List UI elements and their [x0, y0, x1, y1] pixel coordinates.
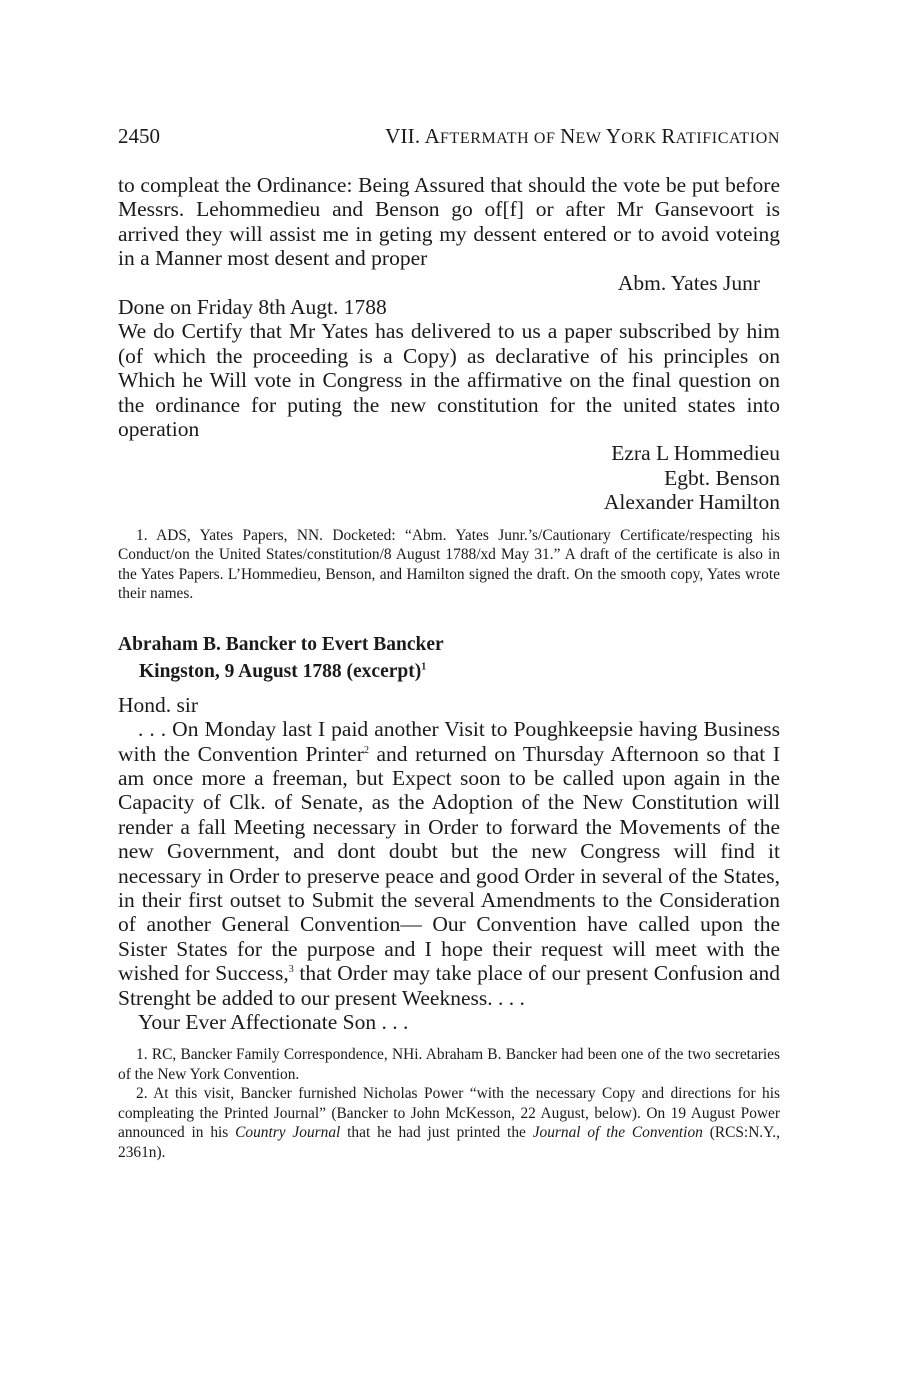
yates-signature: Abm. Yates Junr: [617, 270, 760, 295]
main-text: [118, 173, 780, 1162]
footnote-1: 1. RC, Bancker Family Correspondence, NHi. Abraham B. Bancker had been one of the two secretaries of the New York Convention.: [118, 1046, 780, 1083]
salutation: Hond. sir: [118, 692, 199, 717]
running-title: VII. AFTERMATH OF NEW YORK RATIFICATION: [385, 124, 780, 148]
letter-continuation: to compleat the Ordinance: Being Assured that should the vote be put before Messrs. Lehommedieu and Benson go of[f] or after Mr Gansevoort is arrived they will assist me in geting my dessent entered or to avoid voteing in a Manner most desent and proper: [118, 173, 780, 271]
date-line: Done on Friday 8th Augt. 1788: [118, 295, 387, 320]
footnote-2: 2. At this visit, Bancker furnished Nicholas Power “with the necessary Copy and directions for his compleating the Printed Journal” (Bancker to John McKesson, 22 August, below). On 19 August Power announced in his Country Journal that he had just printed the Journal of the Convention (RCS:N.Y., 2361n).: [118, 1085, 780, 1161]
footnote-ref: 2: [363, 744, 369, 756]
letter-body: . . . On Monday last I paid another Visit to Poughkeepsie having Business with the Convention Printer$^2$ and returned on Thursday Afternoon so that I am once more a freeman, but Expect soon to be called upon again in the Capacity of Clk. of Senate, as the Adoption of the New Constitution will render a fall Meeting necessary in Order to forward the Movements of the new Government, and dont doubt but the new Congress will find it necessary in Order to preserve peace and good Order in several of the States, in their first outset to Submit the several Amendments to the Consideration of another General Convention— Our Convention have called upon the Sister States for the purpose and I hope their request will meet with the wished for Success,$^3$ that Order may take place of our present Confusion and Strenght be added to our present Weekness. . . .: [118, 717, 780, 1010]
footnote-1: 1. ADS, Yates Papers, NN. Docketed: “Abm. Yates Junr.’s/Cautionary Certificate/respecting his Conduct/on the United States/constitution/8 August 1788/xd May 31.” A draft of the certificate is also in the Yates Papers. L’Hommedieu, Benson, and Hamilton signed the draft. On the smooth copy, Yates wrote their names.: [118, 526, 780, 603]
footnotes-section2: [118, 1045, 780, 1162]
footnote-ref: 1: [421, 661, 427, 673]
signer-lhommedieu: Ezra L Hommedieu: [611, 441, 780, 466]
heading-place-date: Kingston, 9 August 1788 (excerpt)$^1$: [139, 660, 427, 682]
document-heading: [118, 631, 780, 685]
footnotes-section1: [118, 526, 780, 604]
page-header: [118, 124, 780, 150]
signer-benson: Egbt. Benson: [664, 465, 780, 490]
signer-hamilton: Alexander Hamilton: [603, 490, 780, 515]
closing: Your Ever Affectionate Son . . .: [138, 1009, 409, 1034]
heading-title: Abraham B. Bancker to Evert Bancker: [118, 633, 444, 655]
certification-paragraph: We do Certify that Mr Yates has delivered to us a paper subscribed by him (of which the proceeding is a Copy) as declarative of his principles on Which he Will vote in Congress in the affirmative on the final question on the ordinance for puting the new constitution for the united states into operation: [118, 319, 780, 442]
footnote-ref: 3: [288, 964, 294, 975]
page-number: 2450: [118, 124, 160, 148]
